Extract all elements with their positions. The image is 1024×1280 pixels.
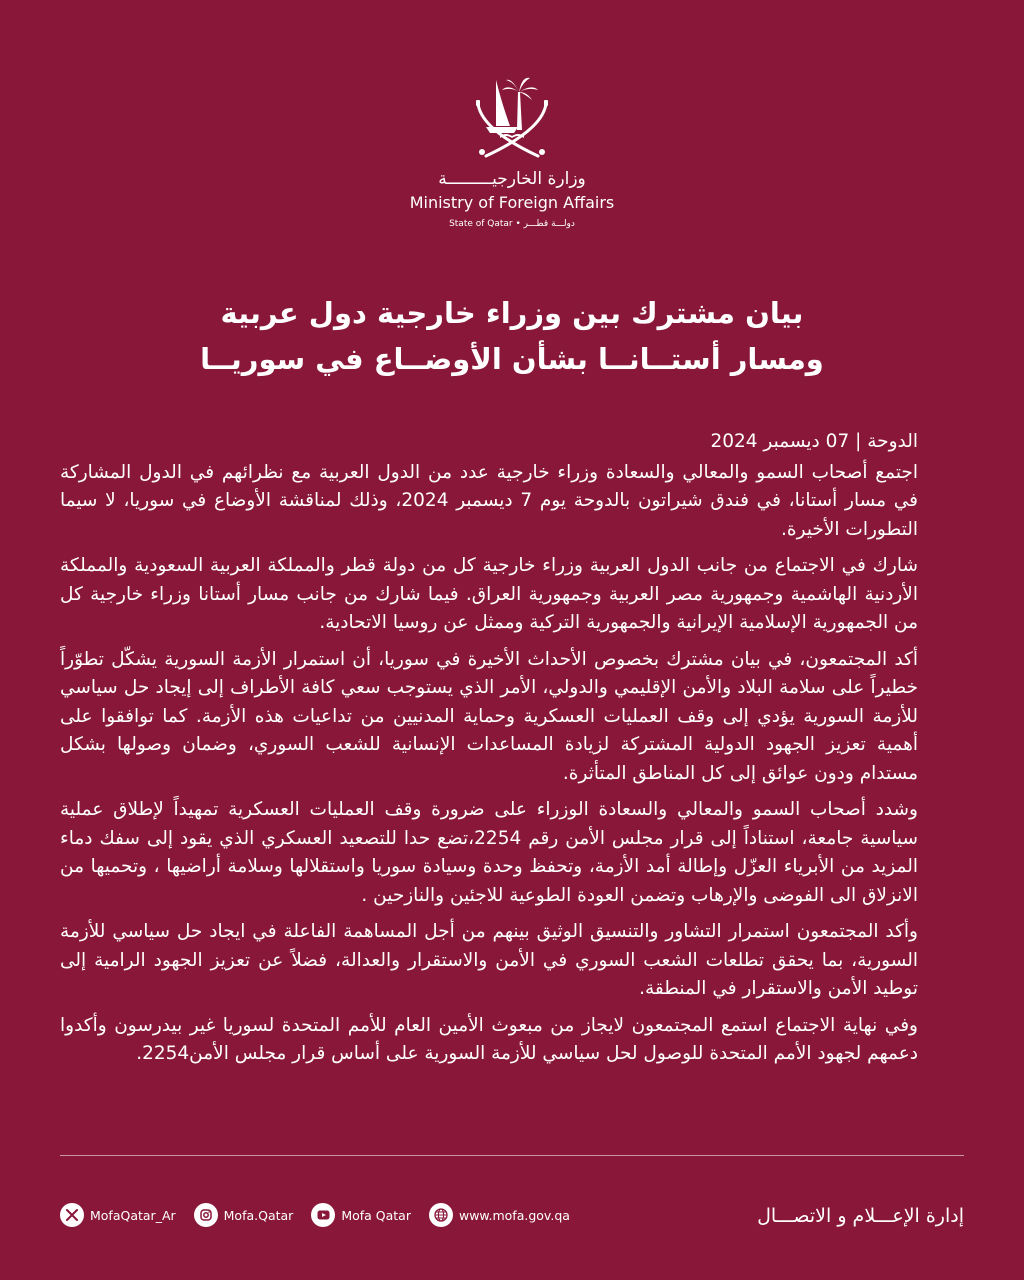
title-line-1: بيان مشترك بين وزراء خارجية دول عربية [220,296,804,330]
paragraph: وفي نهاية الاجتماع استمع المجتمعون لايجاز من مبعوث الأمين العام للأمم المتحدة لسوريا غير بيدرسون وأكدوا دعمهم لجهود الأمم المتحدة للوصول لحل سياسي للأزمة السورية على أساس قرار مجلس الأمن2254. [60,1014,918,1064]
title-line-2: ومسار أستــانــا بشأن الأوضــاع في سوريــا [200,342,824,376]
social-link-x[interactable] [60,1203,176,1227]
ministry-header [0,168,1024,231]
paragraph: اجتمع أصحاب السمو والمعالي والسعادة وزراء خارجية عدد من الدول العربية مع نظرائهم في الدول المشاركة في مسار أستانا، في فندق شيراتون بالدوحة يوم 7 ديسمبر 2024، وذلك لمناقشة الأوضاع في سوريا، لا سيما التطورات الأخيرة. [60,461,919,540]
social-link-website[interactable] [429,1203,570,1227]
qatar-emblem [0,70,1024,162]
paragraph: أكد المجتمعون، في بيان مشترك بخصوص الأحداث الأخيرة في سوريا، أن استمرار الأزمة السورية يشكّل تطوّراً خطيراً على سلامة البلاد والأمن الإقليمي والدولي، الأمر الذي يستوجب سعي كافة الأطراف إلى إيجاد حل سياسي للأزمة السورية يؤدي إلى وقف العمليات العسكرية وحماية المدنيين من تداعيات هذه الأزمة. كما توافقوا على أهمية تعزيز الجهود الدولية المشتركة لزيادة المساعدات الإنسانية للشعب السوري، وضمان وصولها بشكل مستدام ودون عوائق إلى كل المناطق المتأثرة. [60,648,918,784]
social-link-youtube[interactable] [311,1203,411,1227]
paragraph: وأكد المجتمعون استمرار التشاور والتنسيق الوثيق بينهم من أجل المساهمة الفاعلة في ايجاد حل سياسي للأزمة السورية، بما يحقق تطلعات الشعب السوري في الأمن والاستقرار والعدالة، فضلاً عن تعزيز الجهود الرامية إلى توطيد الأمن والاستقرار في المنطقة. [60,921,918,999]
statement-title [0,290,1024,382]
instagram-icon [194,1203,218,1227]
social-links [60,1201,570,1229]
social-label-youtube: Mofa Qatar [341,1207,411,1223]
youtube-icon [311,1203,335,1227]
social-label-instagram: Mofa.Qatar [223,1207,294,1223]
paragraph: وشدد أصحاب السمو والمعالي والسعادة الوزراء على ضرورة وقف العمليات العسكرية تمهيداً لإطلاق عملية سياسية جامعة، استناداً إلى قرار مجلس الأمن رقم 2254،تضع حدا للتصعيد العسكري الذي يقود إلى سفك دماء المزيد من الأبرياء العزّل وإطالة أمد الأزمة، وتحفظ وحدة وسيادة سوريا واستقلالها وسلامة أراضيها ، وتحميها من الانزلاق الى الفوضى والإرهاب وتضمن العودة الطوعية للاجئين والنازحين . [60,799,918,906]
globe-icon [429,1203,453,1227]
footer-divider [60,1155,964,1156]
emblem-icon [472,70,552,162]
dateline: الدوحة | 07 ديسمبر 2024 [710,431,918,452]
department-name: إدارة الإعـــلام و الاتصـــال [757,1205,964,1227]
state-line: State of Qatar • دولـــة قطـــر [449,219,575,229]
x-icon [60,1203,84,1227]
statement-body [60,428,918,1077]
ministry-name-english: Ministry of Foreign Affairs [409,193,615,212]
social-link-instagram[interactable] [194,1203,294,1227]
ministry-name-arabic: وزارة الخارجيـــــــــة [438,169,586,189]
paragraph: شارك في الاجتماع من جانب الدول العربية وزراء خارجية كل من دولة قطر والمملكة العربية السعودية والمملكة الأردنية الهاشمية وجمهورية مصر العربية وجمهورية العراق. فيما شارك من جانب مسار أستانا وزراء خارجية كل من الجمهورية الإسلامية الإيرانية والجمهورية التركية وممثل عن روسيا الاتحادية. [60,555,918,633]
social-label-website: www.mofa.gov.qa [458,1207,570,1223]
social-label-x: MofaQatar_Ar [90,1207,176,1223]
